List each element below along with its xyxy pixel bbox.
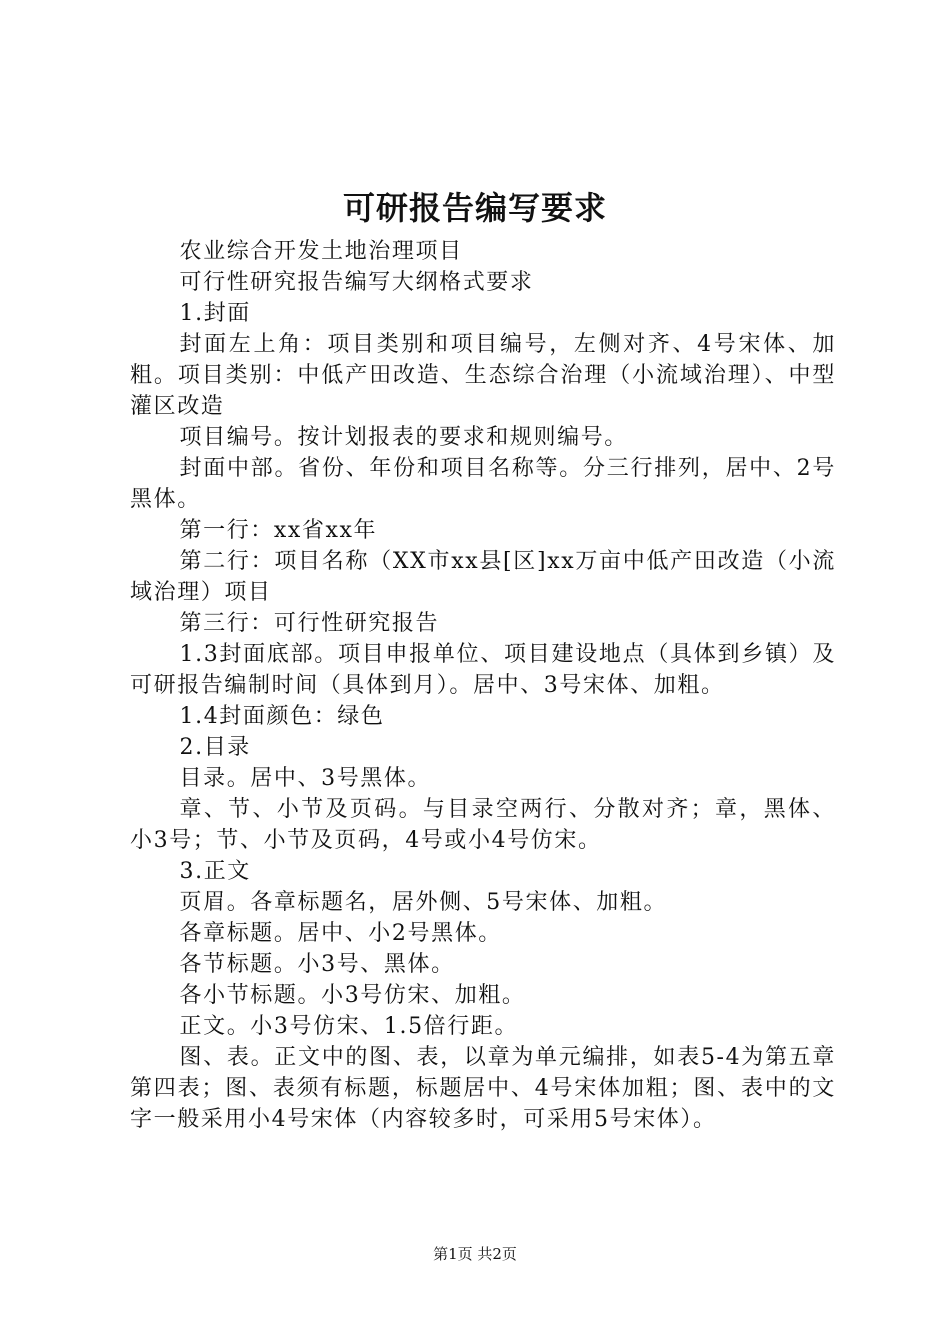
- section-heading: 2.目录: [179, 735, 251, 760]
- paragraph: 封面中部。省份、年份和项目名称等。分三行排列，居中、2号黑体。: [130, 456, 836, 512]
- paragraph: 各章标题。居中、小2号黑体。: [179, 921, 502, 946]
- paragraph: 正文。小3号仿宋、1.5倍行距。: [179, 1014, 519, 1039]
- paragraph: 页眉。各章标题名，居外侧、5号宋体、加粗。: [179, 890, 668, 915]
- paragraph: 农业综合开发土地治理项目: [179, 239, 463, 264]
- paragraph: 封面左上角：项目类别和项目编号，左侧对齐、4号宋体、加粗。项目类别：中低产田改造、生态综合治理（小流域治理）、中型灌区改造: [130, 332, 836, 419]
- document-body: [130, 236, 836, 1135]
- paragraph: 第三行：可行性研究报告: [179, 611, 440, 636]
- paragraph: 1.3封面底部。项目申报单位、项目建设地点（具体到乡镇）及可研报告编制时间（具体到月）。居中、3号宋体、加粗。: [130, 642, 836, 698]
- paragraph: 图、表。正文中的图、表，以章为单元编排，如表5-4为第五章第四表；图、表须有标题，标题居中、4号宋体加粗；图、表中的文字一般采用小4号宋体（内容较多时，可采用5号宋体）。: [130, 1045, 836, 1132]
- paragraph: 目录。居中、3号黑体。: [179, 766, 432, 791]
- paragraph: 各节标题。小3号、黑体。: [179, 952, 455, 977]
- paragraph: 可行性研究报告编写大纲格式要求: [179, 270, 534, 295]
- paragraph: 第二行：项目名称（XX市xx县[区]xx万亩中低产田改造（小流域治理）项目: [130, 549, 836, 605]
- paragraph: 章、节、小节及页码。与目录空两行、分散对齐；章，黑体、小3号；节、小节及页码，4号或小4号仿宋。: [130, 797, 836, 853]
- paragraph: 项目编号。按计划报表的要求和规则编号。: [179, 425, 628, 450]
- paragraph: 1.4封面颜色：绿色: [179, 704, 385, 729]
- document-title: 可研报告编写要求: [342, 189, 607, 227]
- paragraph: 各小节标题。小3号仿宋、加粗。: [179, 983, 526, 1008]
- page-footer: 第1页 共2页: [433, 1245, 517, 1263]
- paragraph: 第一行：xx省xx年: [179, 518, 378, 543]
- section-heading: 1.封面: [179, 301, 251, 326]
- section-heading: 3.正文: [179, 859, 251, 884]
